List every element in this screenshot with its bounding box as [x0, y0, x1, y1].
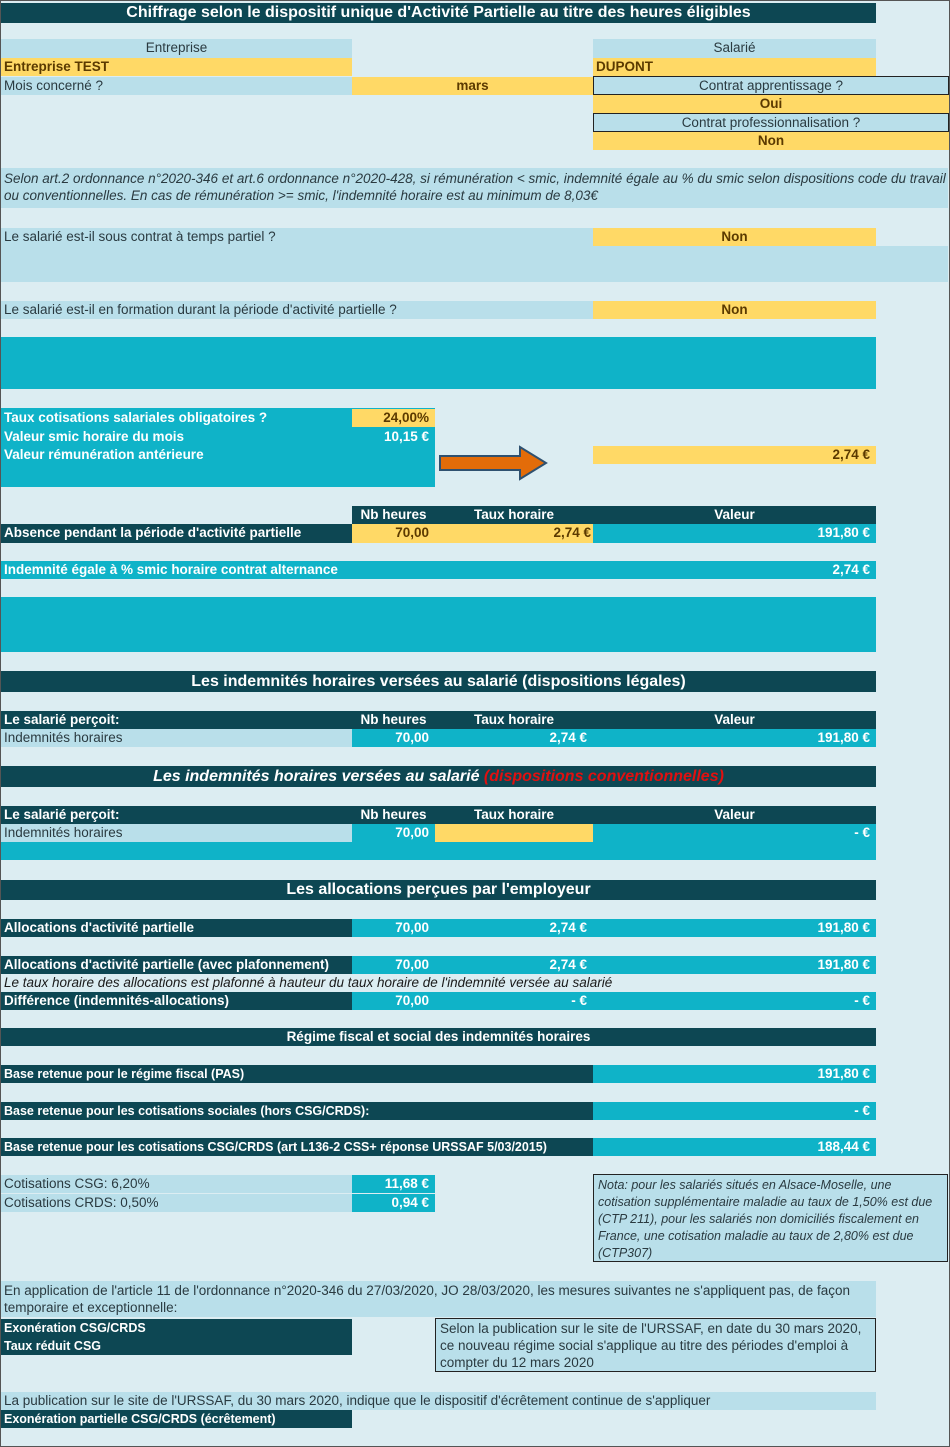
col-valeur: Valeur: [593, 506, 876, 524]
mois-value[interactable]: mars: [352, 77, 593, 95]
crds-label: Cotisations CRDS: 0,50%: [1, 1194, 352, 1212]
absence-nb-heures[interactable]: 70,00: [352, 524, 435, 543]
smic-value: 10,15 €: [352, 428, 435, 446]
mois-label: Mois concerné ?: [1, 77, 352, 95]
temps-partiel-detail-row: [1, 246, 948, 282]
diff-nb: 70,00: [352, 992, 435, 1010]
legales-recoit: Le salarié perçoit:: [1, 711, 352, 729]
entreprise-label: Entreprise: [1, 39, 352, 58]
salarie-value[interactable]: DUPONT: [593, 58, 876, 76]
crds-value: 0,94 €: [352, 1194, 435, 1212]
conv-spacer-row: [1, 842, 876, 860]
alloc-row2-label: Allocations d'activité partielle (avec plafonnement): [1, 956, 352, 974]
intro-note: Selon art.2 ordonnance n°2020-346 et art.6 ordonnance n°2020-428, si rémunération < smic, indemnité égale au % du smic selon dispositions code du travail ou conventionnelles. En cas de rémunération >= smic, l'indemnité horaire est au minimum de 8,03€: [1, 168, 948, 208]
legales-nb-heures: 70,00: [352, 729, 435, 747]
csg-value: 11,68 €: [352, 1175, 435, 1193]
exo-label: Exonération CSG/CRDS: [1, 1319, 352, 1337]
regime-title: Régime fiscal et social des indemnités horaires: [1, 1028, 876, 1046]
diff-taux: - €: [435, 992, 593, 1010]
absence-valeur: 191,80 €: [593, 524, 876, 543]
alloc-row1-label: Allocations d'activité partielle: [1, 919, 352, 937]
pro-label: Contrat professionnalisation ?: [593, 113, 949, 132]
legales-col-valeur: Valeur: [593, 711, 876, 729]
conv-col-taux: Taux horaire: [435, 806, 593, 824]
legales-col-taux: Taux horaire: [435, 711, 593, 729]
conv-col-valeur: Valeur: [593, 806, 876, 824]
diff-valeur: - €: [593, 992, 876, 1010]
legales-row-label: Indemnités horaires: [1, 729, 352, 747]
indemnite-alternance-label: Indemnité égale à % smic horaire contrat alternance: [1, 561, 876, 579]
alloc-row1-valeur: 191,80 €: [593, 919, 876, 937]
diff-label: Différence (indemnités-allocations): [1, 992, 352, 1010]
temps-partiel-value[interactable]: Non: [593, 228, 876, 246]
alloc-row2-nb: 70,00: [352, 956, 435, 974]
csg-base-label: Base retenue pour les cotisations CSG/CRDS (art L136-2 CSS+ réponse URSSAF 5/03/2015): [1, 1138, 593, 1156]
legales-valeur: 191,80 €: [593, 729, 876, 747]
conv-recoit: Le salarié perçoit:: [1, 806, 352, 824]
smic-label: Valeur smic horaire du mois: [1, 428, 352, 446]
remu-label: Valeur rémunération antérieure: [1, 446, 352, 464]
conventionnelles-title-highlight: (dispositions conventionnelles): [483, 768, 724, 785]
apprentissage-label: Contrat apprentissage ?: [593, 76, 949, 95]
taux-cotis-value[interactable]: 24,00%: [352, 409, 435, 427]
conv-row-label: Indemnités horaires: [1, 824, 352, 842]
conv-nb-heures: 70,00: [352, 824, 435, 842]
taux-cotis-label: Taux cotisations salariales obligatoires ?: [1, 409, 352, 427]
formation-detail-block: [1, 337, 876, 389]
pas-value: 191,80 €: [593, 1065, 876, 1083]
formation-question: Le salarié est-il en formation durant la période d'activité partielle ?: [1, 301, 593, 319]
cotis-base-label: Base retenue pour les cotisations sociales (hors CSG/CRDS):: [1, 1102, 593, 1120]
csg-label: Cotisations CSG: 6,20%: [1, 1175, 352, 1193]
entreprise-value[interactable]: Entreprise TEST: [1, 58, 352, 76]
conv-valeur: - €: [593, 824, 876, 842]
alloc-row2-taux: 2,74 €: [435, 956, 593, 974]
indemnite-alternance-value: 2,74 €: [832, 562, 870, 577]
arrow-right-icon: [438, 445, 550, 481]
allocations-title: Les allocations perçues par l'employeur: [1, 880, 876, 900]
salarie-label: Salarié: [593, 39, 876, 58]
application-text: En application de l'article 11 de l'ordonnance n°2020-346 du 27/03/2020, JO 28/03/2020, les mesures suivantes ne s'appliquent pas, de façon temporaire et exceptionnelle:: [1, 1281, 876, 1317]
taux-reduit-label: Taux réduit CSG: [1, 1337, 352, 1355]
conv-taux-input[interactable]: [435, 824, 593, 842]
page-title: Chiffrage selon le dispositif unique d'Activité Partielle au titre des heures éligibles: [1, 3, 876, 23]
apprentissage-value[interactable]: Oui: [593, 95, 949, 113]
legales-title: Les indemnités horaires versées au salarié (dispositions légales): [1, 671, 876, 692]
legales-col-nb-heures: Nb heures: [352, 711, 435, 729]
absence-label: Absence pendant la période d'activité partielle: [1, 524, 352, 543]
plafond-note: Le taux horaire des allocations est plafonné à hauteur du taux horaire de l'indemnité versée au salarié: [4, 975, 613, 990]
conventionnelles-title: [1, 766, 876, 787]
pro-value[interactable]: Non: [593, 132, 949, 150]
urssaf-box: Selon la publication sur le site de l'URSSAF, en date du 30 mars 2020, ce nouveau régime social s'applique au titre des périodes d'emploi à compter du 12 mars 2020: [435, 1318, 876, 1372]
alloc-row1-taux: 2,74 €: [435, 919, 593, 937]
pas-label: Base retenue pour le régime fiscal (PAS): [1, 1065, 593, 1083]
legales-taux: 2,74 €: [435, 729, 593, 747]
exo-partielle-label: Exonération partielle CSG/CRDS (écrêtement): [1, 1410, 352, 1428]
conv-col-nb-heures: Nb heures: [352, 806, 435, 824]
temps-partiel-question: Le salarié est-il sous contrat à temps partiel ?: [1, 228, 593, 246]
alloc-row2-valeur: 191,80 €: [593, 956, 876, 974]
cotis-base-value: - €: [593, 1102, 876, 1120]
csg-base-value: 188,44 €: [593, 1138, 876, 1156]
nota-box: Nota: pour les salariés situés en Alsace-Moselle, une cotisation supplémentaire maladie au taux de 1,50% est due (CTP 211), pour les salariés non domiciliés fiscalement en France, une cotisation maladie au taux de 2,80% est due (CTP307): [593, 1174, 948, 1262]
alloc-row1-nb: 70,00: [352, 919, 435, 937]
col-nb-heures: Nb heures: [352, 506, 435, 524]
col-taux-horaire: Taux horaire: [435, 506, 593, 524]
alternance-detail-block: [1, 597, 876, 652]
formation-value[interactable]: Non: [593, 301, 876, 319]
absence-taux[interactable]: 2,74 €: [435, 524, 593, 543]
remu-value[interactable]: 2,74 €: [593, 446, 876, 464]
publication-text: La publication sur le site de l'URSSAF, du 30 mars 2020, indique que le dispositif d'écrêtement continue de s'appliquer: [1, 1392, 876, 1410]
conventionnelles-title-main: Les indemnités horaires versées au salarié: [153, 768, 484, 785]
